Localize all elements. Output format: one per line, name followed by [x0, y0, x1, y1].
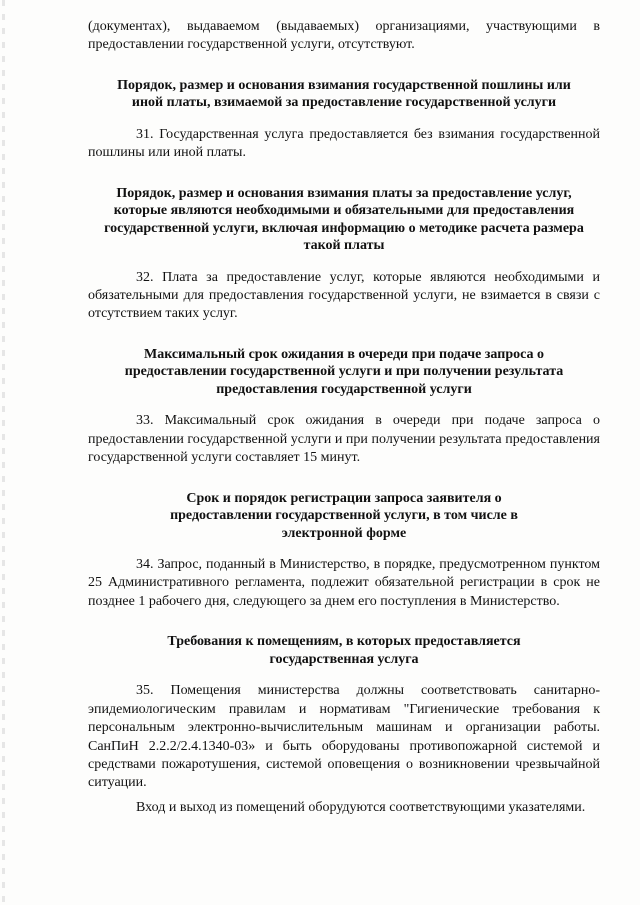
paragraph-34: 34. Запрос, поданный в Министерство, в порядке, предусмотренном пунктом 25 Административного регламента, подлежит обязательной регистрации в срок не позднее 1 рабочего дня, следующего за днем его поступления в Министерство. [88, 557, 600, 609]
scan-edge-artifact [2, 0, 5, 905]
paragraph-35: 35. Помещения министерства должны соответствовать санитарно-эпидемиологическим правилам и нормативам "Гигиенические требования к персональным электронно-вычислительным машинам и организации работы. СанПиН 2.2.2/2.4.1340-03» и быть оборудованы противопожарной системой и средствами пожаротушения, системой оповещения о возникновении чрезвычайной ситуации. [88, 683, 600, 791]
intro-paragraph: (документах), выдаваемом (выдаваемых) организациями, участвующими в предоставлении государственной услуги, отсутствуют. [88, 19, 600, 53]
section-heading-premises: Требования к помещениям, в которых предоставляется государственная услуга [167, 634, 521, 667]
section-heading-registration: Срок и порядок регистрации запроса заявителя о предоставлении государственной услуги, в том числе в электронной форме [170, 490, 518, 541]
section-heading-payment: Порядок, размер и основания взимания платы за предоставление услуг, которые являются необходимыми и обязательными для предоставления государственной услуги, включая информацию о методике расчета размера такой платы [104, 185, 584, 254]
paragraph-32: 32. Плата за предоставление услуг, которые являются необходимыми и обязательными для предоставления государственной услуги, не взимается в связи с отсутствием таких услуг. [88, 269, 600, 322]
paragraph-31: 31. Государственная услуга предоставляется без взимания государственной пошлины или иной платы. [88, 126, 600, 161]
paragraph-33: 33. Максимальный срок ожидания в очереди при подаче запроса о предоставлении государственной услуги и при получении результата предоставления государственной услуги составляет 15 минут. [88, 413, 600, 466]
document-body [88, 18, 600, 817]
paragraph-35-signage: Вход и выход из помещений оборудуются соответствующими указателями. [136, 799, 586, 815]
section-heading-fee: Порядок, размер и основания взимания государственной пошлины или иной платы, взимаемой за предоставление государственной услуги [117, 77, 571, 111]
section-heading-queue: Максимальный срок ожидания в очереди при подаче запроса о предоставлении государственной услуги и при получении результата предоставления государственной услуги [124, 346, 564, 397]
